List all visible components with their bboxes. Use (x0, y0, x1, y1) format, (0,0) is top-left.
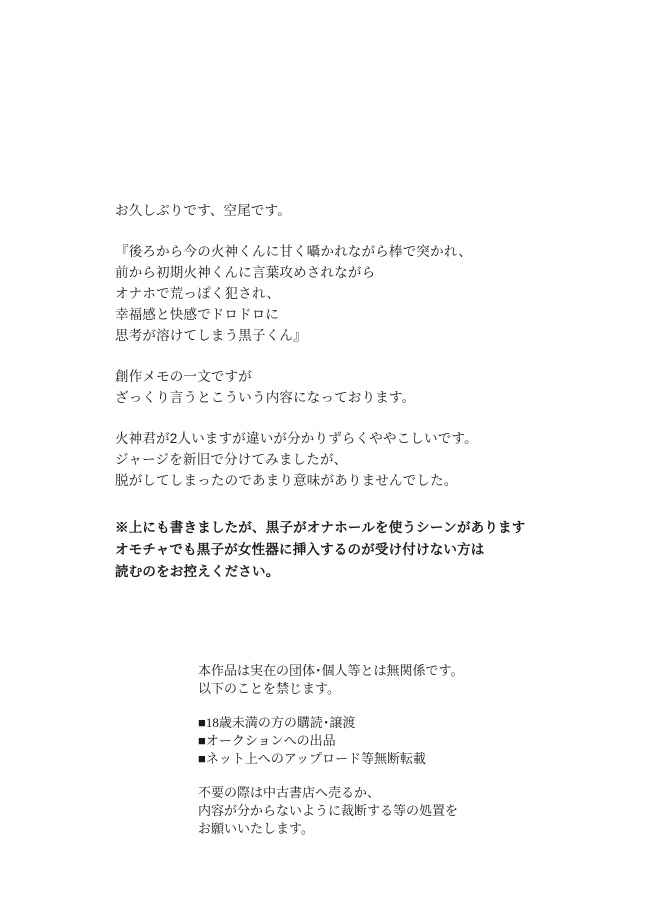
text-line: ジャージを新旧で分けてみましたが、 (115, 452, 348, 467)
text-line: 読むのをお控えください。 (115, 564, 280, 579)
text-line: 以下のことを禁じます。 (198, 681, 340, 696)
text-line: 本作品は実在の団体･個人等とは無関係です。 (198, 663, 464, 678)
text-line: ■ネット上へのアップロード等無断転載 (198, 751, 426, 766)
text-line: 内容が分からないように裁断する等の処置を (198, 803, 459, 818)
paragraph-memo (115, 366, 595, 408)
paragraph-quote (115, 241, 595, 346)
text-line: 火神君が2人いますが違いが分かりずらくややこしいです。 (115, 431, 478, 446)
text-line: オモチャでも黒子が女性器に挿入するのが受け付けない方は (115, 542, 485, 557)
text-line: 脱がしてしまったのであまり意味がありませんでした。 (115, 473, 458, 488)
text-line: 『後ろから今の火神くんに甘く囁かれながら棒で突かれ、 (115, 244, 473, 259)
text-line: ■オークションへの出品 (198, 733, 336, 748)
disclaimer-block (198, 662, 528, 838)
paragraph-greeting (115, 200, 595, 221)
paragraph-explanation (115, 428, 595, 491)
text-line: ざっくり言うとこういう内容になっております。 (115, 390, 416, 405)
text-line: ■18歳未満の方の購読･譲渡 (198, 715, 356, 730)
disclaimer-fiction-notice (198, 662, 528, 698)
disclaimer-disposal-request (198, 784, 528, 838)
paragraph-content-warning (115, 517, 595, 583)
text-line: 幸福感と快感でドロドロに (115, 307, 280, 322)
text-line: 不要の際は中古書店へ売るか、 (198, 785, 381, 800)
text-line: 創作メモの一文ですが (115, 369, 252, 384)
text-line: お願いいたします。 (198, 821, 314, 836)
afterword-text-block (115, 200, 595, 603)
text-line: オナホで荒っぽく犯され、 (115, 286, 281, 301)
disclaimer-prohibited-list (198, 714, 528, 768)
text-line: 前から初期火神くんに言葉攻めされながら (115, 265, 376, 280)
text-line: 思考が溶けてしまう黒子くん』 (115, 328, 307, 343)
text-line: お久しぶりです、空尾です。 (115, 203, 291, 218)
text-line: ※上にも書きましたが、黒子がオナホールを使うシーンがあります (115, 520, 526, 535)
